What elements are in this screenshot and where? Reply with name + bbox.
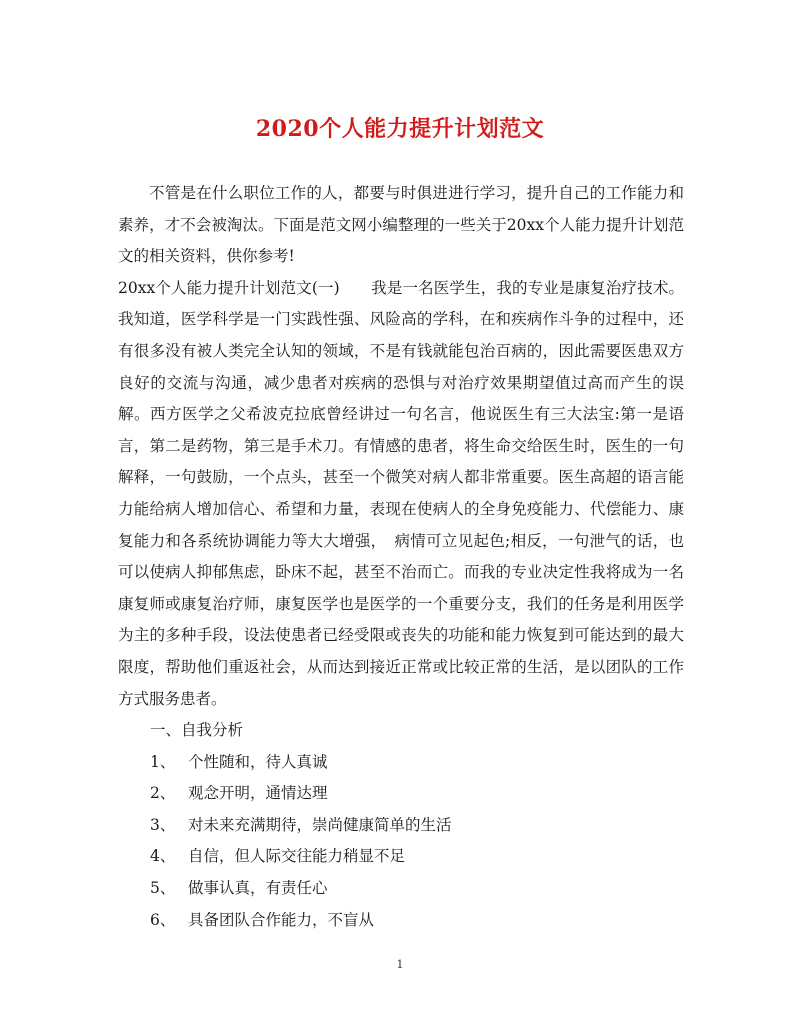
list-item-number: 2、	[150, 784, 176, 803]
section-heading: 一、自我分析	[150, 721, 244, 740]
list-item-text: 对未来充满期待，崇尚健康简单的生活	[188, 815, 452, 834]
list-item	[118, 810, 684, 842]
list-item-number: 6、	[150, 910, 176, 929]
list-item-text: 观念开明，通情达理	[188, 784, 328, 803]
list-item-text: 自信，但人际交往能力稍显不足	[188, 847, 406, 866]
body-paragraph: 20xx个人能力提升计划范文(一) 我是一名医学生，我的专业是康复治疗技术。我知道，医学科学是一门实践性强、风险高的学科，在和疾病作斗争的过程中，还有很多没有被人类完全认知的领域，不是有钱就能包治百病的，因此需要医患双方良好的交流与沟通，减少患者对疾病的恐惧与对治疗效果期望值过高而产生的误解。西方医学之父希波克拉底曾经讲过一句名言，他说医生有三大法宝:第一是语言，第二是药物，第三是手术刀。有情感的患者，将生命交给医生时，医生的一句解释，一句鼓励，一个点头，甚至一个微笑对病人都非常重要。医生高超的语言能力能给病人增加信心、希望和力量，表现在使病人的全身免疫能力、代偿能力、康复能力和各系统协调能力等大大增强， 病情可立见起色;相反，一句泄气的话，也可以使病人抑郁焦虑，卧床不起，甚至不治而亡。而我的专业决定性我将成为一名康复师或康复治疗师，康复医学也是医学的一个重要分支，我们的任务是利用医学为主的多种手段，设法使患者已经受限或丧失的功能和能力恢复到可能达到的最大限度，帮助他们重返社会，从而达到接近正常或比较正常的生活，是以团队的工作方式服务患者。	[118, 278, 684, 708]
list-item	[118, 841, 684, 873]
list-item	[118, 873, 684, 905]
list-item-text: 个性随和，待人真诚	[188, 752, 328, 771]
list-item	[118, 747, 684, 779]
list-item-text: 具备团队合作能力，不盲从	[188, 910, 375, 929]
list-item-number: 3、	[150, 815, 176, 834]
document-content	[118, 178, 684, 936]
self-analysis-list	[118, 747, 684, 937]
intro-paragraph: 不管是在什么职位工作的人，都要与时俱进进行学习，提升自己的工作能力和素养，才不会被淘汰。下面是范文网小编整理的一些关于20xx个人能力提升计划范文的相关资料，供你参考!	[118, 184, 684, 266]
list-item	[118, 905, 684, 937]
list-item-number: 1、	[150, 752, 176, 771]
document-title: 2020个人能力提升计划范文	[255, 116, 545, 142]
list-item	[118, 778, 684, 810]
list-item-text: 做事认真，有责任心	[188, 879, 328, 898]
list-item-number: 4、	[150, 847, 176, 866]
list-item-number: 5、	[150, 879, 176, 898]
page-number: 1	[396, 958, 404, 971]
